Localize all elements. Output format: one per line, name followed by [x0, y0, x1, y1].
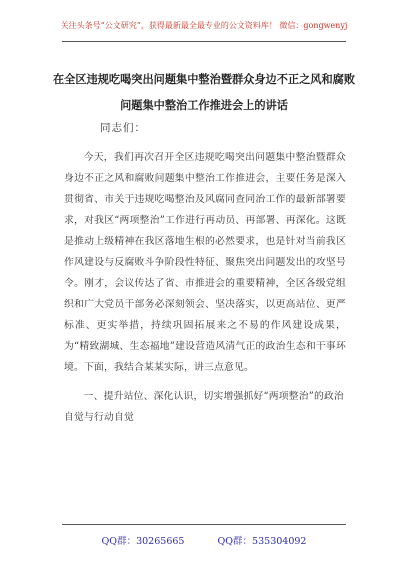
body-paragraph-container	[64, 147, 346, 378]
footer-divider	[62, 524, 346, 525]
footer	[0, 533, 408, 547]
section-heading: 一、提升站位、深化认识，切实增强抓好“两项整治”的政治自觉与行动自觉	[64, 391, 344, 423]
footer-qq-group-1: QQ群：30265665	[101, 536, 185, 547]
header-divider	[62, 41, 346, 42]
body-paragraph: 今天，我们再次召开全区违规吃喝突出问题集中整治暨群众身边不正之风和腐败问题集中整治工作推进会，主要任务是深入贯彻省、市关于违规吃喝整治及风腐同查同治工作的最新部署要求，对我区“两项整治”工作进行再动员、再部署、再深化。这既是推动上级精神在我区落地生根的必然要求，也是针对当前我区作风建设与反腐败斗争阶段性特征、聚焦突出问题发出的攻坚号令。刚才，会议传达了省、市推进会的重要精神，全区各级党组织和广大党员干部务必深刻领会、坚决落实，以更高站位、更严标准、更实举措，持续巩固拓展来之不易的作风建设成果，为“精致湖城、生态福地”建设营造风清气正的政治生态和干事环境。下面，我结合某某实际，讲三点意见。	[64, 152, 346, 373]
footer-qq-group-2: QQ群：535304092	[217, 536, 307, 547]
salutation: 同志们：	[100, 122, 146, 134]
page-title: 在全区违规吃喝突出问题集中整治暨群众身边不正之风和腐败问题集中整治工作推进会上的讲话	[52, 72, 356, 112]
header-promo-text: 关注头条号“公文研究”，获得最新最全最专业的公文资料库！ 微信：gongwenyj	[60, 21, 348, 30]
